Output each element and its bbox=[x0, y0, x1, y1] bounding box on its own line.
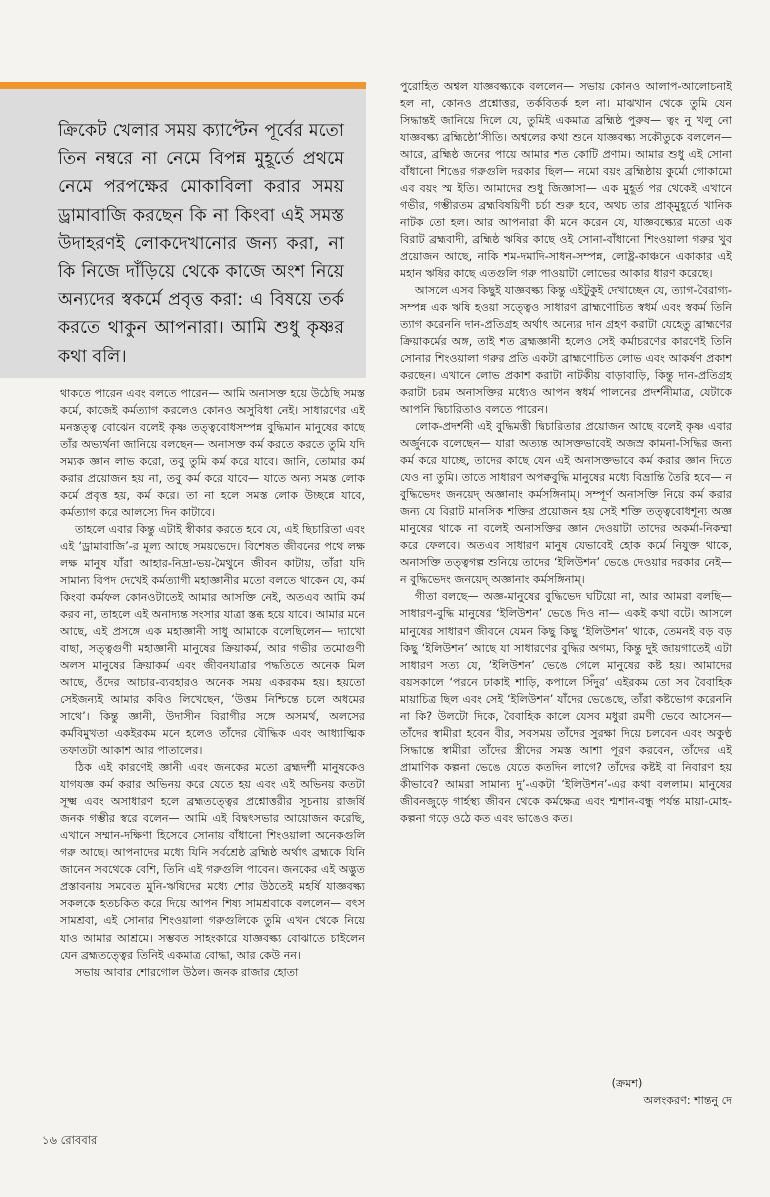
article-column-right bbox=[400, 78, 732, 1063]
paragraph: আসলে এসব কিছুই যাজ্ঞবল্ক্য কিন্তু এইটুকুই দেখাচ্ছেন যে, ত্যাগ-বৈরাগ্য-সম্পন্ন এক ঋষি হওয়া সত্ত্বেও সাধারণ ব্রাহ্মণোচিত স্বধর্ম এবং স্বকর্ম তিনি ত্যাগ করেননি দান-প্রতিগ্রহ অর্থাৎ অন্যের দান গ্রহণ করাটা যেহেতু ব্রাহ্মণের ক্রিয়াকর্মের অঙ্গ, তাই শত ব্রহ্মজ্ঞানী হলেও সেই কর্মাচরণের কারণেই তিনি সোনার শিংওয়ালা গরুর প্রতি একটা ব্রাহ্মণোচিত লোভ এবং আকর্ষণ প্রকাশ করছেন। এখানে লোভ প্রকাশ করাটা নাটকীয় বাড়াবাড়ি, কিন্তু দান-প্রতিগ্রহ করাটা চরম অনাসক্তির মধ্যেও আপন স্বধর্ম পালনের প্রদর্শনীমাত্র, যেটাকে আপনি দ্বিচারিতাও বলতে পারেন। bbox=[400, 284, 732, 417]
illustration-credit: অলংকরণ: শান্তনু দে bbox=[643, 1094, 732, 1107]
paragraph: থাকতে পারেন এবং বলতে পারেন— আমি অনাসক্ত হয়ে উঠেছি সমস্ত কর্মে, কাজেই কর্মত্যাগ করলেও কোনও অসুবিধা নেই। সাধারণের এই মনস্তত্ত্ব বোঝেন বলেই কৃষ্ণ তত্ত্ববোধসম্পন্ন বুদ্ধিমান মানুষের কাছে তাঁর অভ্যর্থনা জানিয়ে বলছেন— অনাসক্ত কর্ম করতে করতে তুমি যদি সম্যক জ্ঞান লাভ করো, তবু তুমি কর্ম করে যাবে। জানি, তোমার কর্ম করার প্রয়োজন হয় না, তবু কর্ম করে যাবে— যাতে অন্য সমস্ত লোক কর্মে প্রবৃত্ত হয়, কর্ম করে। তা না হলে সমস্ত লোক উচ্ছন্নে যাবে, কর্মত্যাগ করে আলস্যে দিন কাটাবে। bbox=[60, 387, 365, 520]
page-folio: ১৬ রোববার bbox=[42, 1133, 98, 1147]
paragraph: ঠিক এই কারণেই জ্ঞানী এবং জনকের মতো ব্রহ্মদর্শী মানুষকেও যাগযজ্ঞ কর্ম করার অভিনয় করে যেতে হয় এবং এই অভিনয় কতটা সূক্ষ্ম এবং অসাধারণ হলে ব্রহ্মতত্ত্বের প্রশ্নোত্তরীর সূচনায় রাজর্ষি জনক গম্ভীর স্বরে বলেন— আমি এই বিদ্বৎসভার আয়োজন করেছি, এখানে সম্মান-দক্ষিণা হিসেবে সোনায় বাঁধানো শিংওয়ালা অনেকগুলি গরু আছে। আপনাদের মধ্যে যিনি সর্বশ্রেষ্ঠ ব্রহ্মিষ্ঠ অর্থাৎ ব্রহ্মকে যিনি জানেন সবথেকে বেশি, তিনি এই গরুগুলি পাবেন। জনকের এই অদ্ভুত প্রস্তাবনায় সমবেত মুনি-ঋষিদের মধ্যে শোর উঠতেই মহর্ষি যাজ্ঞবল্ক্য সকলকে হতচকিত করে দিয়ে আপন শিষ্য সামশ্রবাকে বললেন— বৎস সামশ্রবা, এই সোনার শিংওয়ালা গরুগুলিকে তুমি এখন থেকে নিয়ে যাও আমার আশ্রমে। সম্ভবত সাহংকারে যাজ্ঞবল্ক্য বোঝাতে চাইলেন যেন ব্রহ্মতত্ত্বের তিনিই একমাত্র বোদ্ধা, আর কেউ নন। bbox=[60, 761, 365, 962]
paragraph: সভায় আবার শোরগোল উঠল। জনক রাজার হোতা bbox=[75, 965, 299, 979]
article-footer bbox=[402, 1075, 732, 1109]
paragraph: পুরোহিত অশ্বল যাজ্ঞবল্ক্যকে বললেন— সভায় কোনও আলাপ-আলোচনাই হল না, কোনও প্রশ্নোত্তর, তর্কবিতর্ক হল না। মাঝখান থেকে তুমি যেন সিদ্ধান্তই জানিয়ে দিলে যে, তুমিই একমাত্র ব্রহ্মিষ্ঠ পুরুষ— ত্বং নু খলু নো যাজ্ঞবল্ক্য ব্রহ্মিষ্ঠো’সীতি। অশ্বলের কথা শুনে যাজ্ঞবল্ক্য সকৌতুকে বললেন— আরে, ব্রহ্মিষ্ঠ জনের পায়ে আমার শত কোটি প্রণাম। আমার শুধু এই সোনা বাঁধানো শিঙের গরুগুলি দরকার ছিল— নমো বয়ং ব্রহ্মিষ্ঠায় কুর্মো গোকামো এব বয়ং স্ম ইতি। আমাদের শুধু জিজ্ঞাসা— এক মুহূর্ত পর থেকেই এখানে গভীর, গম্ভীরতম ব্রহ্মবিষয়িণী চর্চা শুরু হবে, অথচ তার প্রাক্‌মুহূর্তে খানিক নাটক তো হল। আর আপনারা কী মনে করেন যে, যাজ্ঞবল্ক্যের মতো এক বিরাট ব্রহ্মবাদী, ব্রহ্মিষ্ঠ ঋষির কাছে ওই সোনা-বাঁধানো শিংওয়ালা গরুর খুব প্রয়োজন আছে, নাকি শম-দমাদি-সাধন-সম্পন্ন, লোষ্ট্র-কাঞ্চনে একাকার এই মহান ঋষির কাছে এতগুলি গরু পাওয়াটা লোভের আকার ধারণ করেছে। bbox=[400, 80, 732, 281]
article-column-left bbox=[60, 385, 365, 1100]
pull-quote-box bbox=[0, 82, 366, 378]
pull-quote-text: ক্রিকেট খেলার সময় ক্যাপ্টেন পূর্বের মতো তিন নম্বরে না নেমে বিপন্ন মুহূর্তে প্রথমে নেমে পরপক্ষের মোকাবিলা করার সময় ড্রামাবাজি করছেন কি না কিংবা এই সমস্ত উদাহরণই লোকদেখানোর জন্য করা, না কি নিজে দাঁড়িয়ে থেকে কাজে অংশ নিয়ে অন্যদের স্বকর্মে প্রবৃত্ত করা: এ বিষয়ে তর্ক করতে থাকুন আপনারা। আমি শুধু কৃষ্ণর কথা বলি। bbox=[58, 121, 344, 367]
paragraph: তাহলে এবার কিন্তু এটাই স্বীকার করতে হবে যে, এই ছিচারিতা এবং এই ‘ড্রামাবাজি’-র মূল্য আছে সময়ভেদে। বিশেষত জীবনের পথে লক্ষ লক্ষ মানুষ যাঁরা আহার-নিদ্রা-ভয়-মৈথুনে জীবন কাটায়, তাঁরা যদি সামান্য বিপদ দেখেই কর্মত্যাগী মহাজ্ঞানীর মতো বলতে থাকেন যে, কর্ম কিংবা কর্মফল কোনওটাতেই আমার আসক্তি নেই, অতএব আমি কর্ম করব না, তাহলে এই অনাদ্যন্ত সংসার যাত্রা স্তব্ধ হয়ে যাবে। আমার মনে আছে, এই প্রসঙ্গে এক মহাজ্ঞানী সাধু আমাকে বলেছিলেন— দ্যাখো বাছা, সত্ত্বগুণী মহাজ্ঞানী মানুষের ক্রিয়াকর্ম, আর গভীর তমোগুণী অলস মানুষের ক্রিয়াকর্ম এবং জীবনযাত্রার পদ্ধতিতে অনেক মিল আছে, ওঁদের আচার-ব্যবহারও অনেক সময় একরকম হয়। হয়তো সেইজন্যই আমার কবিও লিখেছেন, ‘উত্তম নিশ্চিন্তে চলে অধমের সাথে’। কিন্তু জ্ঞানী, উদাসীন বিরাগীর সঙ্গে অসমর্থ, অলসের কর্মবিমুখতা একইরকম মনে হলেও তাঁদের বৌদ্ধিক এবং আধ্যাত্মিক তফাতটা আকাশ আর পাতালের। bbox=[60, 523, 365, 758]
paragraph: গীতা বলছে— অজ্ঞ-মানুষের বুদ্ধিভেদ ঘটিয়ো না, আর আমরা বলছি— সাধারণ-বুদ্ধি মানুষের ‘ইলিউশন’ ভেঙে দিও না— একই কথা বটে। আসলে মানুষের সাধারণ জীবনে যেমন কিছু কিছু ‘ইলিউশন’ থাকে, তেমনই বড় বড় কিছু ‘ইলিউশন’ আছে যা সাধারণের বুদ্ধির অগম্য, কিন্তু দুই জায়গাতেই এটা সাধারণ সত্য যে, ‘ইলিউশন’ ভেঙে গেলে মানুষের কষ্ট হয়। আমাদের বয়সকালে ‘পরনে ঢাকাই শাড়ি, কপালে সিঁদুর’ এইরকম তো সব বৈবাহিক মায়াচিত্র ছিল এবং সেই ‘ইলিউশন’ যাঁদের ভেঙেছে, তাঁরা কষ্টভোগ করেননি না কি? উলটো দিকে, বৈবাহিক কালে যেসব মধুরা রমণী ভেবে আসেন— তাঁদের স্বামীরা হবেন বীর, সবসময় তাঁদের সুরক্ষা দিয়ে চলবেন এবং অকুণ্ঠ সিদ্ধান্তে স্বামীরা তাঁদের স্ত্রীদের সমস্ত আশা পূরণ করবেন, তাঁদের এই প্রামাণিক কল্পনা ভেঙে যেতে কতদিন লাগে? তাঁদের কষ্টই বা নিবারণ হয় কীভাবে? আমরা সামান্য দু’-একটা ‘ইলিউশন’-এর কথা বললাম। মানুষের জীবনজুড়ে গার্হস্থ্য জীবন থেকে কর্মক্ষেত্র এবং শ্মশান-বন্ধু পর্যন্ত মায়া-মোহ-কল্পনা গড়ে ওঠে কত এবং ভাঙেও কত। bbox=[400, 590, 732, 825]
paragraph: লোক-প্রদর্শনী এই বুদ্ধিমত্তী দ্বিচারিতার প্রয়োজন আছে বলেই কৃষ্ণ এবার অর্জুনকে বলেছেন— যারা অত্যন্ত আসক্তভাবেই অজস্র কামনা-সিদ্ধির জন্য কর্ম করে যাচ্ছে, তাদের কাছে যেন এই অনাসক্তভাবে কর্ম করার জ্ঞান দিতে যেও না তুমি। তাতে সাধারণ অপক্ববুদ্ধি মানুষের মধ্যে বিভ্রান্তি তৈরি হবে— ন বুদ্ধিভেদং জনয়েদ্‌ অজ্ঞানাং কর্মসঙ্গিনাম্‌। সম্পূর্ণ অনাসক্তি নিয়ে কর্ম করার জন্য যে বিরাট মানসিক শক্তির প্রয়োজন হয় সেই শক্তি তত্ত্ববোধশূন্য অজ্ঞ মানুষের থাকে না বলেই অনাসক্তির জ্ঞান দেওয়াটা তাদের অকর্মা-নিকম্মা করে ফেলবে। অতএব সাধারণ মানুষ যেভাবেই হোক কর্মে নিযুক্ত থাকে, অনাসক্তি তত্ত্বগল্প শুনিয়ে তাদের ‘ইলিউশন’ ভেঙে দেওয়ার দরকার নেই— ন বুদ্ধিভেদং জনয়েদ্‌ অজ্ঞানাং কর্মসঙ্গিনাম্‌। bbox=[400, 420, 732, 587]
continued-note: (ক্রমশ) bbox=[611, 1077, 643, 1090]
